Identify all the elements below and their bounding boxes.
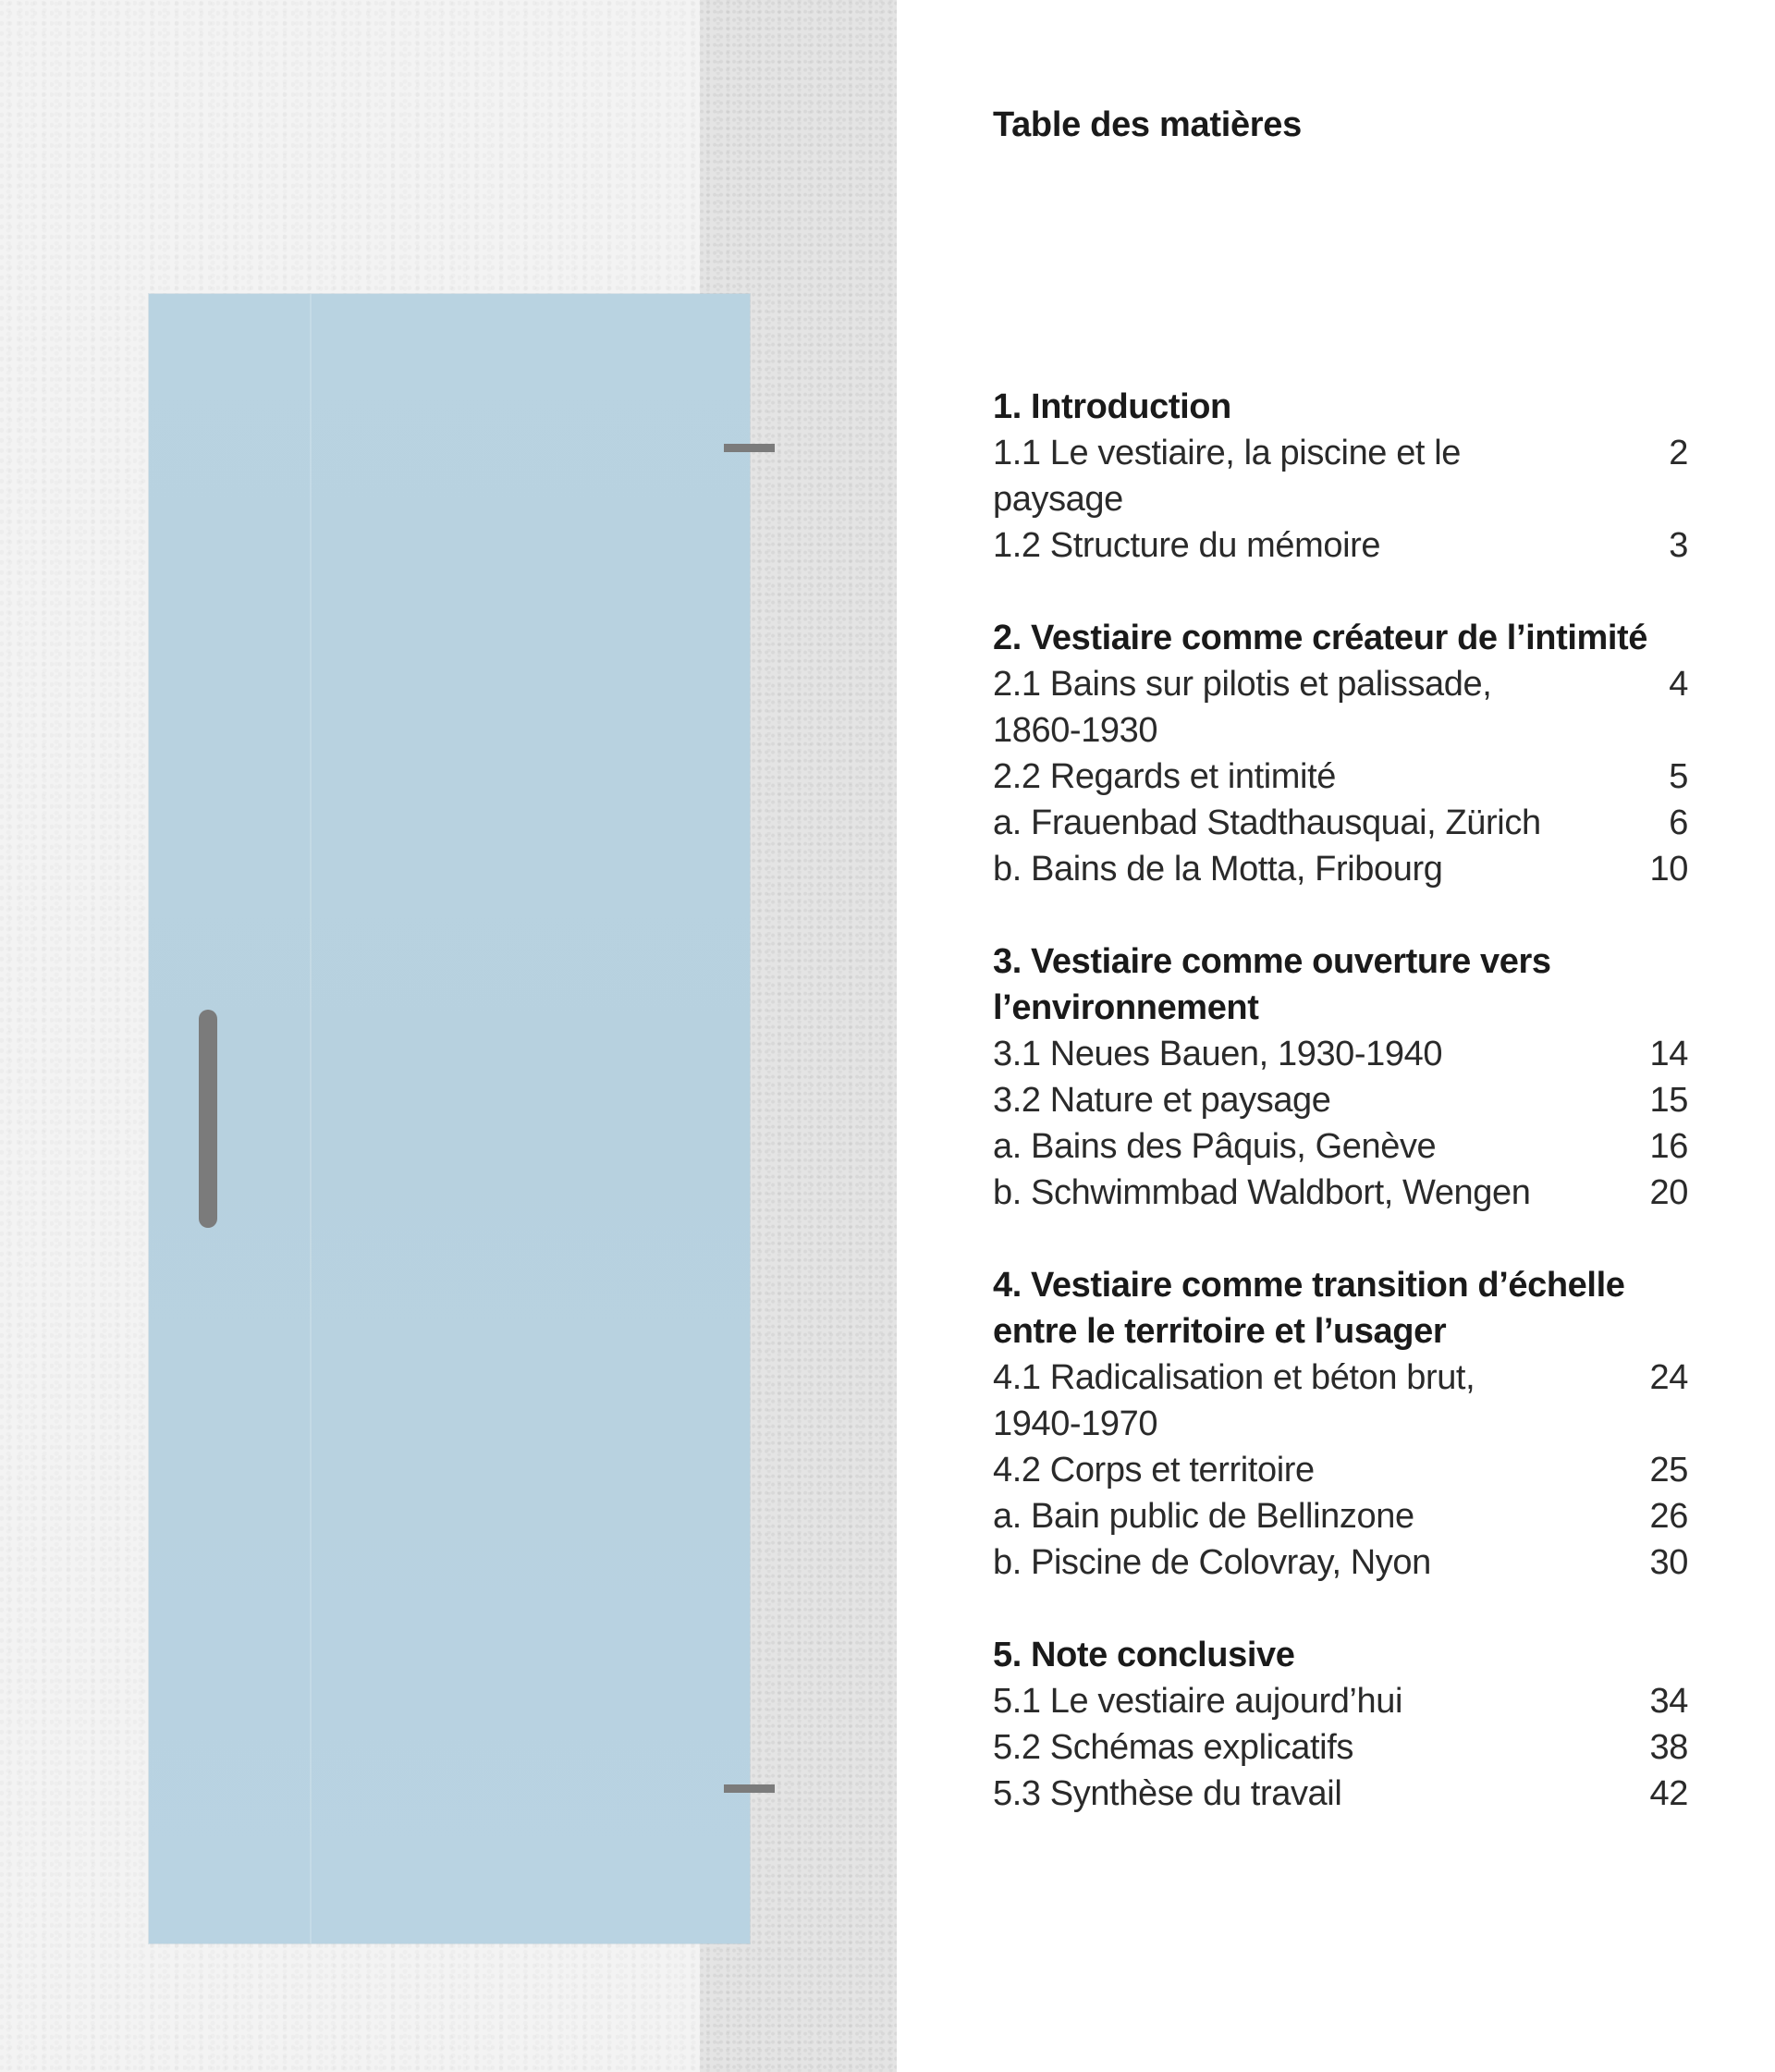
- entry-label: 1.1 Le vestiaire, la piscine et le paysage: [993, 434, 1462, 519]
- toc-entry: [993, 1539, 1688, 1586]
- entry-page-number: 42: [1649, 1774, 1688, 1813]
- toc-entry: [993, 1170, 1688, 1216]
- entry-page-number: 24: [1649, 1358, 1688, 1397]
- entry-label: b. Schwimmbad Waldbort, Wengen: [993, 1173, 1531, 1212]
- entry-page-number: 25: [1649, 1451, 1688, 1490]
- entry-page-number: 4: [1669, 665, 1688, 704]
- table-of-contents: [993, 384, 1688, 1863]
- toc-entry: [993, 1447, 1688, 1493]
- hinge-bottom: [724, 1784, 775, 1793]
- toc-section: [993, 384, 1688, 569]
- entry-label: 5.2 Schémas explicatifs: [993, 1728, 1353, 1767]
- section-title: 4. Vestiaire comme transition d’échelle entre le territoire et l’usager: [993, 1266, 1625, 1351]
- entry-page-number: 20: [1649, 1173, 1688, 1212]
- entry-page-number: 2: [1669, 434, 1688, 472]
- entry-label: a. Bains des Pâquis, Genève: [993, 1127, 1437, 1166]
- entry-page-number: 3: [1669, 526, 1688, 565]
- entry-page-number: 15: [1649, 1081, 1688, 1120]
- entry-label: 2.2 Regards et intimité: [993, 757, 1336, 796]
- entry-page-number: 10: [1649, 850, 1688, 889]
- toc-entry: [993, 1355, 1688, 1447]
- toc-entry: [993, 1493, 1688, 1539]
- toc-entry: [993, 522, 1688, 569]
- toc-entry: [993, 1678, 1688, 1724]
- door-handle: [199, 1010, 217, 1228]
- entry-label: 4.2 Corps et territoire: [993, 1451, 1315, 1490]
- entry-label: 3.2 Nature et paysage: [993, 1081, 1331, 1120]
- entry-label: 3.1 Neues Bauen, 1930-1940: [993, 1035, 1443, 1073]
- entry-page-number: 16: [1649, 1127, 1688, 1166]
- entry-label: 4.1 Radicalisation et béton brut, 1940-1970: [993, 1358, 1475, 1443]
- toc-entry: [993, 430, 1688, 522]
- toc-entry: [993, 800, 1688, 846]
- entry-page-number: 6: [1669, 803, 1688, 842]
- toc-entry: [993, 846, 1688, 892]
- toc-entry: [993, 1031, 1688, 1077]
- section-title: 5. Note conclusive: [993, 1636, 1295, 1674]
- entry-label: 5.3 Synthèse du travail: [993, 1774, 1342, 1813]
- toc-entry: [993, 1123, 1688, 1170]
- toc-entry: [993, 661, 1688, 754]
- entry-page-number: 34: [1649, 1682, 1688, 1721]
- entry-page-number: 14: [1649, 1035, 1688, 1073]
- entry-label: b. Bains de la Motta, Fribourg: [993, 850, 1443, 889]
- toc-entry: [993, 1724, 1688, 1771]
- toc-entry: [993, 1077, 1688, 1123]
- door-panel: [149, 294, 750, 1943]
- entry-page-number: 30: [1649, 1543, 1688, 1582]
- section-title: 1. Introduction: [993, 387, 1231, 426]
- toc-entry: [993, 754, 1688, 800]
- entry-label: a. Frauenbad Stadthausquai, Zürich: [993, 803, 1541, 842]
- entry-label: 2.1 Bains sur pilotis et palissade, 1860-1930: [993, 665, 1492, 750]
- toc-section: [993, 1262, 1688, 1586]
- entry-page-number: 26: [1649, 1497, 1688, 1536]
- section-title: 2. Vestiaire comme créateur de l’intimité: [993, 619, 1648, 657]
- hinge-top: [724, 444, 775, 452]
- page-title: Table des matières: [993, 105, 1302, 144]
- toc-entry: [993, 1771, 1688, 1817]
- toc-section: [993, 1632, 1688, 1817]
- entry-page-number: 38: [1649, 1728, 1688, 1767]
- toc-section: [993, 615, 1688, 892]
- section-title: 3. Vestiaire comme ouverture vers l’environnement: [993, 942, 1551, 1027]
- toc-section: [993, 938, 1688, 1216]
- entry-label: a. Bain public de Bellinzone: [993, 1497, 1414, 1536]
- entry-label: b. Piscine de Colovray, Nyon: [993, 1543, 1431, 1582]
- entry-page-number: 5: [1669, 757, 1688, 796]
- entry-label: 1.2 Structure du mémoire: [993, 526, 1381, 565]
- door-seam: [310, 294, 312, 1943]
- entry-label: 5.1 Le vestiaire aujourd’hui: [993, 1682, 1402, 1721]
